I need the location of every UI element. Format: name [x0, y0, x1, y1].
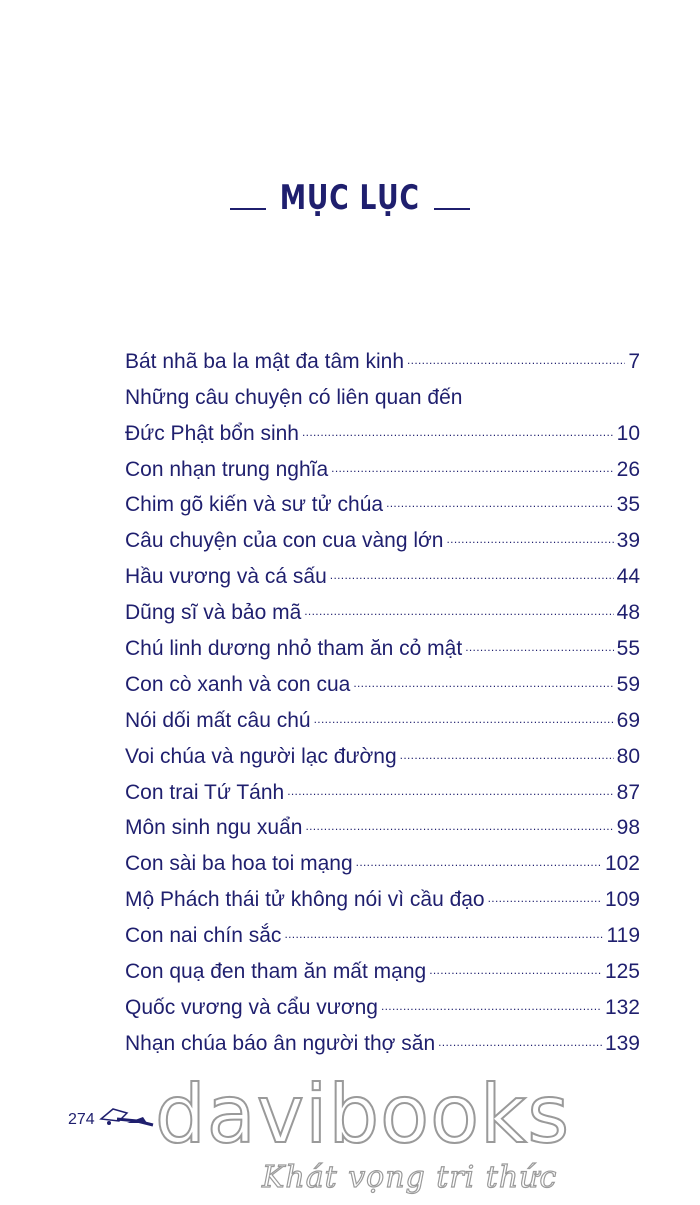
toc-entry [125, 840, 640, 876]
toc-entry-page: 35 [616, 493, 640, 517]
toc-entry-page: 48 [616, 601, 640, 625]
toc-entry-title: Quốc vương và cẩu vương [125, 995, 378, 1019]
dot-leader [407, 350, 625, 374]
table-of-contents [125, 338, 640, 1056]
toc-entry [125, 410, 640, 446]
toc-entry-page: 69 [616, 708, 640, 732]
watermark-tagline: Khát vọng tri thức [262, 1160, 558, 1195]
dot-leader [446, 529, 613, 553]
toc-entry-page: 80 [616, 744, 640, 768]
toc-entry [125, 482, 640, 518]
toc-entry-page: 87 [616, 780, 640, 804]
page-number: 274 [68, 1110, 95, 1128]
toc-entry-title: Hầu vương và cá sấu [125, 565, 327, 589]
title-rule-left [230, 208, 266, 210]
dot-leader [302, 422, 614, 446]
dot-leader [330, 565, 614, 589]
toc-entry-page: 44 [616, 565, 640, 589]
toc-entry-page: 59 [616, 672, 640, 696]
title-rule-right [434, 208, 470, 210]
page-footer [68, 1105, 157, 1134]
toc-entry-title: Con trai Tứ Tánh [125, 780, 285, 804]
toc-entry [125, 984, 640, 1020]
toc-entry [125, 769, 640, 805]
toc-entry [125, 553, 640, 589]
toc-entry [125, 338, 640, 374]
toc-entry-page: 7 [628, 349, 640, 373]
toc-entry-title: Nhạn chúa báo ân người thợ săn [125, 1031, 436, 1055]
toc-entry-title: Những câu chuyện có liên quan đến [125, 385, 463, 409]
toc-entry-title: Môn sinh ngu xuẩn [125, 816, 303, 840]
toc-entry [125, 374, 640, 410]
toc-entry-title: Dũng sĩ và bảo mã [125, 601, 302, 625]
toc-entry-page: 139 [604, 1031, 640, 1055]
dot-leader [465, 386, 637, 410]
toc-entry-title: Chim gõ kiến và sư tử chúa [125, 493, 384, 517]
dot-leader [381, 996, 602, 1020]
toc-entry-title: Con nhạn trung nghĩa [125, 457, 329, 481]
dot-leader [400, 745, 614, 769]
toc-entry [125, 948, 640, 984]
toc-entry-page: 125 [604, 960, 640, 984]
toc-entry-title: Bát nhã ba la mật đa tâm kinh [125, 349, 404, 373]
toc-entry-title: Con quạ đen tham ăn mất mạng [125, 960, 427, 984]
toc-entry-page: 109 [604, 888, 640, 912]
toc-entry-title: Con cò xanh và con cua [125, 672, 351, 696]
toc-entry [125, 625, 640, 661]
dot-leader [284, 924, 603, 948]
dot-leader [353, 673, 613, 697]
dot-leader [465, 637, 613, 661]
dot-leader [386, 493, 614, 517]
toc-entry-page: 55 [616, 637, 640, 661]
dot-leader [314, 709, 614, 733]
dot-leader [438, 1032, 602, 1056]
toc-entry-page: 26 [616, 457, 640, 481]
toc-entry-title: Voi chúa và người lạc đường [125, 744, 397, 768]
toc-entry-page: 102 [604, 852, 640, 876]
toc-entry-page: 132 [604, 995, 640, 1019]
toc-entry [125, 912, 640, 948]
dot-leader [305, 816, 613, 840]
toc-heading [0, 178, 700, 218]
toc-entry-title: Con sài ba hoa toi mạng [125, 852, 353, 876]
toc-entry [125, 733, 640, 769]
toc-entry-title: Con nai chín sắc [125, 924, 282, 948]
toc-entry [125, 589, 640, 625]
toc-entry-page: 119 [606, 924, 640, 948]
toc-entry-title: Nói dối mất câu chú [125, 708, 311, 732]
toc-entry-title: Chú linh dương nhỏ tham ăn cỏ mật [125, 637, 463, 661]
toc-entry [125, 876, 640, 912]
toc-entry-page: 10 [616, 421, 640, 445]
toc-entry-page: 39 [616, 529, 640, 553]
pen-ornament-icon [97, 1105, 157, 1134]
toc-entry-page: 98 [616, 816, 640, 840]
dot-leader [356, 852, 602, 876]
toc-entry [125, 446, 640, 482]
toc-entry [125, 661, 640, 697]
toc-entry-title: Câu chuyện của con cua vàng lớn [125, 529, 444, 553]
toc-entry [125, 805, 640, 841]
toc-entry [125, 517, 640, 553]
dot-leader [331, 458, 613, 482]
toc-entry-title: Đức Phật bổn sinh [125, 421, 299, 445]
dot-leader [429, 960, 602, 984]
toc-entry-title: Mộ Phách thái tử không nói vì cầu đạo [125, 888, 485, 912]
dot-leader [287, 781, 613, 805]
toc-entry [125, 697, 640, 733]
dot-leader [488, 888, 602, 912]
watermark-brand: davibooks [155, 1068, 571, 1161]
toc-entry [125, 1020, 640, 1056]
dot-leader [304, 601, 613, 625]
page-title: MỤC LỤC [280, 178, 420, 218]
